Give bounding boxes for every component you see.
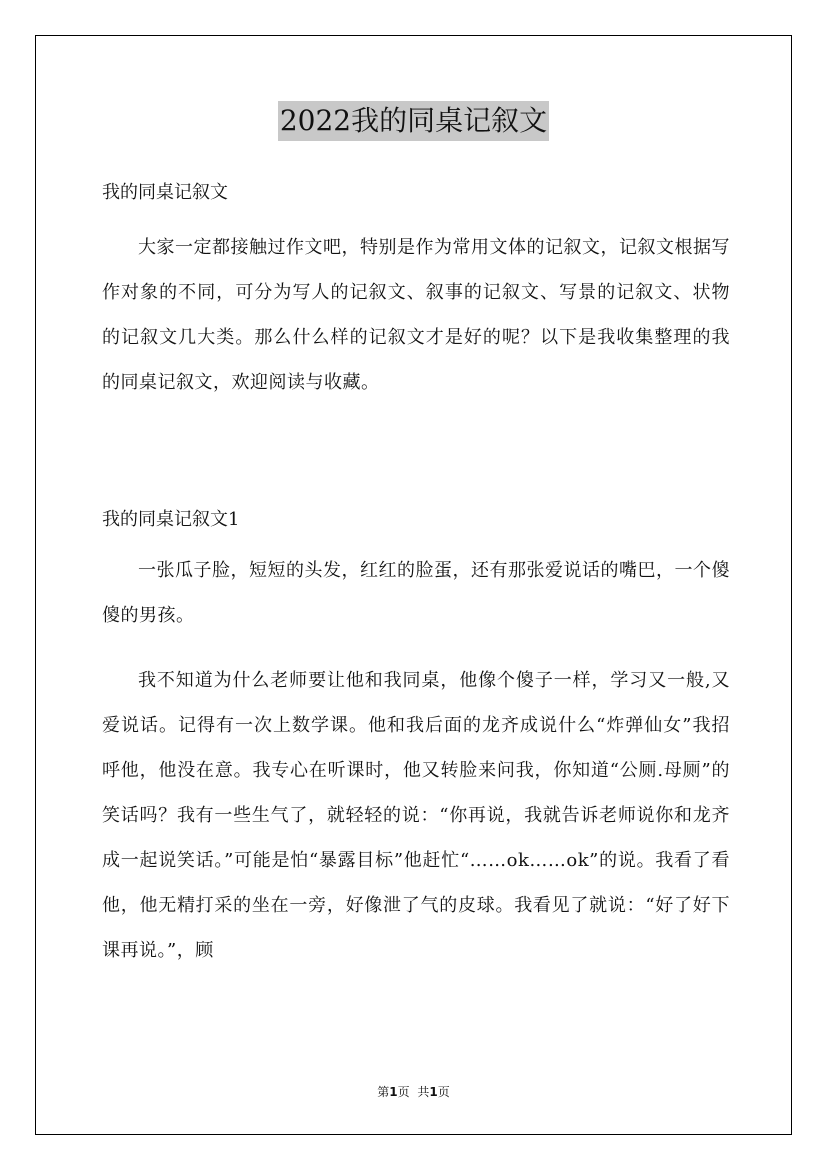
section-heading: 我的同桌记叙文1 xyxy=(102,509,240,530)
footer-total-prefix: 共 xyxy=(417,1085,430,1099)
page-footer xyxy=(0,1084,827,1100)
title-wrap xyxy=(0,101,827,141)
footer-page-prefix: 第 xyxy=(377,1085,390,1099)
footer-page-suffix: 页 xyxy=(397,1085,410,1099)
document-title: 2022我的同桌记叙文 xyxy=(278,101,549,141)
footer-page-total: 1 xyxy=(429,1085,438,1099)
document-subtitle: 我的同桌记叙文 xyxy=(102,182,228,203)
footer-page-current: 1 xyxy=(389,1085,398,1099)
body-paragraph-1: 一张瓜子脸，短短的头发，红红的脸蛋，还有那张爱说话的嘴巴，一个傻傻的男孩。 xyxy=(102,560,730,626)
footer-total-suffix: 页 xyxy=(437,1085,450,1099)
body-paragraph-2: 我不知道为什么老师要让他和我同桌，他像个傻子一样，学习又一般,又爱说话。记得有一次上数学课。他和我后面的龙齐成说什么“炸弹仙女”我招呼他，他没在意。我专心在听课时，他又转脸来问我，你知道“公厕.母厕”的笑话吗？我有一些生气了，就轻轻的说：“你再说，我就告诉老师说你和龙齐成一起说笑话。”可能是怕“暴露目标”他赶忙“……ok……ok”的说。我看了看他，他无精打采的坐在一旁，好像泄了气的皮球。我看见了就说：“好了好下课再说。”，顾 xyxy=(102,670,730,961)
intro-paragraph: 大家一定都接触过作文吧，特别是作为常用文体的记叙文，记叙文根据写作对象的不同，可分为写人的记叙文、叙事的记叙文、写景的记叙文、状物的记叙文几大类。那么什么样的记叙文才是好的呢？以下是我收集整理的我的同桌记叙文，欢迎阅读与收藏。 xyxy=(102,237,730,393)
